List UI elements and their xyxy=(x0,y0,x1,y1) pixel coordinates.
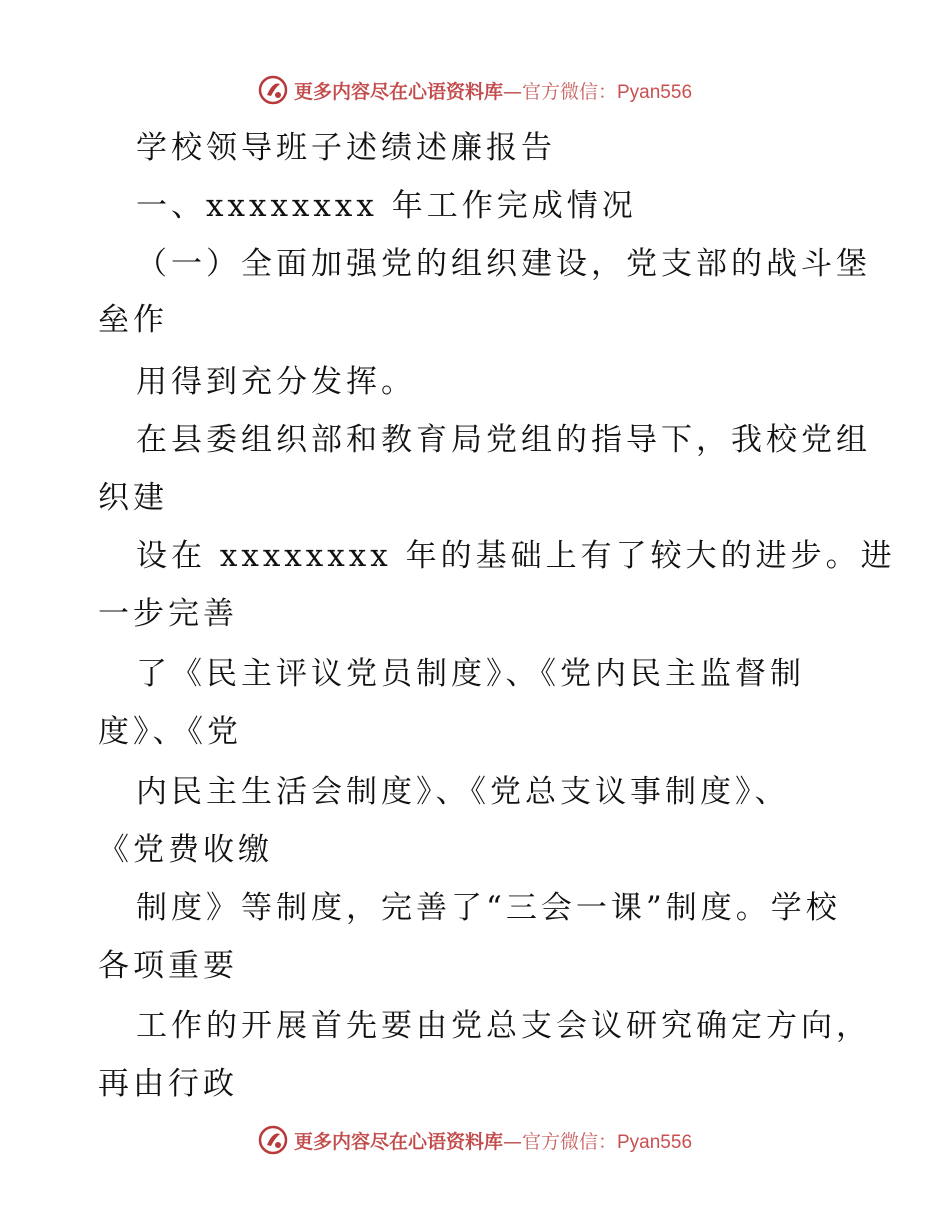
document-line: 制度》等制度，完善了“三会一课”制度。学校 xyxy=(136,890,841,926)
watermark-brand: 更多内容尽在心语资料库 xyxy=(293,1130,503,1153)
watermark-wechat-label: 官方微信： xyxy=(521,1130,617,1153)
document-line: 工作的开展首先要由党总支会议研究确定方向， xyxy=(136,1008,871,1044)
document-line: 织建 xyxy=(98,480,168,516)
watermark-wechat-id: Pyan556 xyxy=(617,81,693,103)
document-line: 设在 xxxxxxxx 年的基础上有了较大的进步。进 xyxy=(136,538,896,574)
document-line: 一、xxxxxxxx 年工作完成情况 xyxy=(136,188,637,224)
watermark-logo-icon xyxy=(258,75,288,105)
document-line: 度》、《党 xyxy=(98,714,242,750)
watermark-brand: 更多内容尽在心语资料库 xyxy=(293,80,503,103)
document-line: 在县委组织部和教育局党组的指导下，我校党组 xyxy=(136,422,871,458)
document-line: （一）全面加强党的组织建设，党支部的战斗堡 xyxy=(136,246,871,282)
watermark-logo-icon xyxy=(258,1125,288,1155)
document-title: 学校领导班子述绩述廉报告 xyxy=(136,130,556,166)
document-line: 了《民主评议党员制度》、《党内民主监督制 xyxy=(136,656,805,692)
document-line: 《党费收缴 xyxy=(98,832,273,868)
watermark-wechat-id: Pyan556 xyxy=(617,1131,693,1153)
document-line: 一步完善 xyxy=(98,596,238,632)
document-line: 垒作 xyxy=(98,302,168,338)
document-line: 各项重要 xyxy=(98,948,238,984)
document-line: 内民主生活会制度》、《党总支议事制度》、 xyxy=(136,774,790,810)
footer-watermark xyxy=(0,1120,950,1160)
header-watermark xyxy=(0,70,950,110)
watermark-wechat-label: 官方微信： xyxy=(521,80,617,103)
document-line: 用得到充分发挥。 xyxy=(136,364,416,400)
document-line: 再由行政 xyxy=(98,1066,238,1102)
watermark-separator: — xyxy=(502,80,522,103)
watermark-separator: — xyxy=(502,1130,522,1153)
